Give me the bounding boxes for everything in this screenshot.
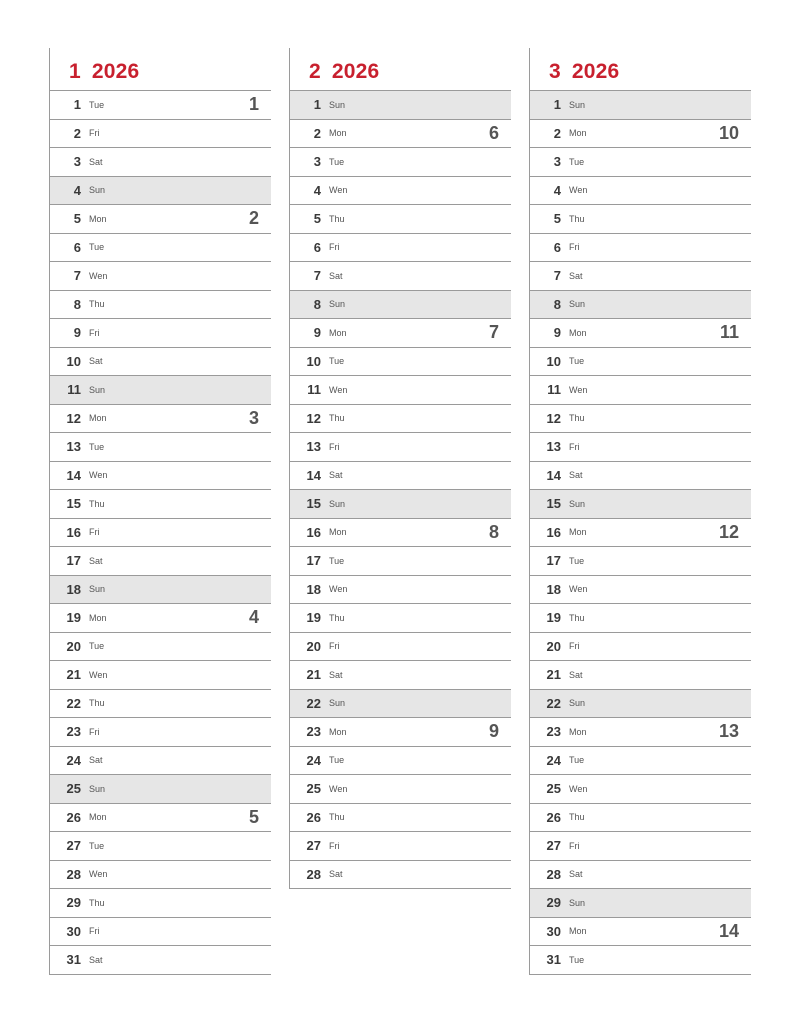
day-number: 2 (73, 125, 81, 141)
day-row (290, 661, 511, 690)
day-row (50, 519, 271, 548)
day-number: 25 (546, 781, 561, 797)
day-number: 20 (546, 638, 561, 654)
day-row (290, 690, 511, 719)
weekday-name: Sat (329, 270, 343, 281)
day-row (530, 177, 751, 206)
weekday-name: Fri (569, 840, 580, 851)
day-row (290, 547, 511, 576)
day-row (290, 120, 511, 149)
weekday-name: Tue (569, 555, 585, 566)
day-number: 24 (546, 752, 561, 768)
month-number: 2 (309, 60, 321, 83)
weekday-name: Tue (89, 840, 105, 851)
week-number: 14 (718, 920, 739, 941)
week-number: 11 (719, 322, 739, 342)
week-number: 1 (248, 94, 259, 114)
day-number: 18 (66, 581, 81, 597)
weekday-name: Sun (569, 897, 586, 908)
month-year: 2026 (571, 60, 620, 83)
day-number: 25 (66, 781, 81, 797)
day-number: 28 (66, 866, 81, 882)
weekday-name: Wen (329, 185, 348, 196)
day-number: 1 (73, 97, 81, 113)
day-row (290, 775, 511, 804)
day-row (50, 376, 271, 405)
day-number: 24 (306, 752, 321, 768)
weekday-name: Fri (89, 128, 100, 139)
day-number: 23 (306, 724, 321, 740)
week-number: 5 (248, 806, 259, 827)
day-row (530, 946, 751, 975)
weekday-name: Tue (329, 156, 345, 167)
day-row (50, 262, 271, 291)
day-number: 13 (306, 439, 321, 455)
day-number: 5 (73, 211, 81, 227)
day-row (50, 462, 271, 491)
day-number: 14 (66, 467, 81, 483)
day-number: 1 (553, 97, 561, 113)
weekday-name: Thu (329, 812, 345, 823)
day-row (50, 148, 271, 177)
weekday-name: Tue (569, 356, 585, 367)
day-row (290, 519, 511, 548)
day-number: 2 (313, 125, 321, 141)
day-row (530, 547, 751, 576)
day-row (530, 604, 751, 633)
weekday-name: Mon (569, 527, 587, 538)
day-row (530, 633, 751, 662)
day-row (530, 433, 751, 462)
day-row (290, 433, 511, 462)
week-number: 13 (718, 721, 739, 741)
day-number: 21 (546, 667, 561, 683)
day-row (50, 633, 271, 662)
day-number: 3 (553, 154, 561, 170)
day-number: 28 (306, 866, 321, 882)
day-row (50, 661, 271, 690)
day-number: 7 (553, 268, 561, 284)
day-number: 4 (73, 182, 81, 198)
weekday-name: Sun (89, 783, 106, 794)
day-row (50, 832, 271, 861)
weekday-name: Fri (329, 441, 340, 452)
day-row (50, 91, 271, 120)
day-row (530, 804, 751, 833)
weekday-name: Sat (329, 470, 343, 481)
weekday-name: Tue (89, 99, 105, 110)
day-row (50, 690, 271, 719)
weekday-name: Wen (89, 270, 108, 281)
week-number: 12 (718, 521, 739, 542)
month-header (530, 48, 751, 91)
day-row (530, 576, 751, 605)
weekday-name: Sat (569, 869, 583, 880)
weekday-name: Sun (329, 299, 346, 310)
weekday-name: Thu (329, 413, 345, 424)
day-row (530, 234, 751, 263)
day-row (290, 747, 511, 776)
day-row (50, 718, 271, 747)
weekday-name: Wen (569, 783, 588, 794)
day-row (530, 918, 751, 947)
day-row (50, 205, 271, 234)
day-row (290, 376, 511, 405)
day-row (530, 120, 751, 149)
day-number: 27 (66, 838, 81, 854)
month-number: 1 (69, 60, 81, 83)
day-row (530, 462, 751, 491)
weekday-name: Thu (89, 498, 105, 509)
week-number: 9 (488, 721, 499, 741)
day-number: 10 (66, 353, 81, 369)
month-column-3 (529, 48, 751, 975)
day-row (290, 633, 511, 662)
day-number: 11 (547, 382, 561, 398)
weekday-name: Mon (569, 926, 587, 937)
day-number: 20 (66, 638, 81, 654)
day-number: 8 (553, 296, 561, 312)
weekday-name: Mon (329, 726, 347, 737)
week-number: 4 (248, 607, 259, 627)
day-row (530, 747, 751, 776)
day-number: 7 (313, 268, 321, 284)
day-row (290, 462, 511, 491)
week-number: 3 (248, 407, 259, 428)
day-number: 10 (306, 353, 321, 369)
weekday-name: Mon (89, 812, 107, 823)
weekday-name: Sat (89, 356, 103, 367)
weekday-name: Wen (569, 384, 588, 395)
weekday-name: Sat (89, 954, 103, 965)
day-row (50, 747, 271, 776)
day-row (530, 291, 751, 320)
day-row (50, 234, 271, 263)
day-row (530, 376, 751, 405)
day-number: 26 (66, 809, 81, 825)
day-number: 5 (553, 211, 561, 227)
weekday-name: Tue (329, 555, 345, 566)
weekday-name: Tue (89, 641, 105, 652)
day-number: 19 (66, 610, 81, 626)
day-row (530, 91, 751, 120)
month-column-1 (49, 48, 271, 975)
day-number: 23 (546, 724, 561, 740)
day-number: 4 (313, 182, 321, 198)
week-number: 10 (718, 122, 739, 143)
day-row (290, 718, 511, 747)
day-row (50, 604, 271, 633)
weekday-name: Thu (569, 612, 585, 623)
day-number: 5 (313, 211, 321, 227)
week-number: 8 (488, 521, 499, 542)
day-row (290, 861, 511, 890)
month-header (50, 48, 271, 91)
weekday-name: Mon (329, 327, 347, 338)
day-number: 12 (306, 410, 321, 426)
day-row (290, 405, 511, 434)
weekday-name: Tue (329, 755, 345, 766)
day-number: 26 (546, 809, 561, 825)
day-number: 21 (306, 667, 321, 683)
weekday-name: Fri (89, 527, 100, 538)
weekday-name: Sat (329, 669, 343, 680)
day-row (530, 718, 751, 747)
day-number: 30 (546, 923, 561, 939)
day-number: 9 (313, 325, 321, 341)
day-number: 12 (546, 410, 561, 426)
day-row (50, 918, 271, 947)
day-number: 18 (306, 581, 321, 597)
weekday-name: Tue (89, 242, 105, 253)
weekday-name: Sun (569, 698, 586, 709)
weekday-name: Mon (89, 213, 107, 224)
day-row (290, 576, 511, 605)
day-row (290, 91, 511, 120)
day-row (50, 576, 271, 605)
weekday-name: Sun (89, 185, 106, 196)
day-number: 31 (546, 952, 561, 968)
day-row (530, 690, 751, 719)
weekday-name: Wen (89, 669, 108, 680)
day-row (50, 490, 271, 519)
weekday-name: Fri (89, 926, 100, 937)
day-row (50, 120, 271, 149)
day-row (530, 490, 751, 519)
weekday-name: Thu (89, 299, 105, 310)
day-row (50, 889, 271, 918)
day-number: 29 (66, 895, 81, 911)
weekday-name: Sat (89, 156, 103, 167)
day-row (50, 177, 271, 206)
day-number: 19 (546, 610, 561, 626)
day-row (290, 604, 511, 633)
day-number: 15 (306, 496, 321, 512)
day-row (530, 319, 751, 348)
day-row (290, 319, 511, 348)
day-number: 28 (546, 866, 561, 882)
day-number: 15 (546, 496, 561, 512)
weekday-name: Sat (89, 755, 103, 766)
weekday-name: Fri (329, 641, 340, 652)
day-row (50, 433, 271, 462)
day-row (50, 804, 271, 833)
weekday-name: Wen (329, 783, 348, 794)
day-number: 13 (546, 439, 561, 455)
day-row (530, 775, 751, 804)
day-number: 25 (306, 781, 321, 797)
day-row (50, 319, 271, 348)
weekday-name: Mon (569, 726, 587, 737)
week-number: 7 (488, 322, 499, 342)
day-row (50, 547, 271, 576)
day-row (290, 348, 511, 377)
day-number: 29 (546, 895, 561, 911)
day-number: 11 (67, 382, 81, 398)
day-row (530, 348, 751, 377)
day-number: 20 (306, 638, 321, 654)
weekday-name: Mon (89, 612, 107, 623)
day-number: 26 (306, 809, 321, 825)
weekday-name: Sat (329, 869, 343, 880)
weekday-name: Tue (569, 755, 585, 766)
weekday-name: Sun (569, 99, 586, 110)
day-number: 14 (546, 467, 561, 483)
weekday-name: Sat (569, 270, 583, 281)
day-number: 27 (546, 838, 561, 854)
day-number: 17 (306, 553, 321, 569)
month-column-2 (289, 48, 511, 889)
day-number: 8 (73, 296, 81, 312)
day-number: 6 (73, 239, 81, 255)
weekday-name: Sun (329, 99, 346, 110)
weekday-name: Fri (569, 441, 580, 452)
day-number: 27 (306, 838, 321, 854)
day-number: 17 (546, 553, 561, 569)
weekday-name: Thu (569, 812, 585, 823)
weekday-name: Wen (89, 869, 108, 880)
weekday-name: Wen (569, 584, 588, 595)
day-number: 8 (313, 296, 321, 312)
day-row (290, 490, 511, 519)
day-row (50, 946, 271, 975)
day-row (290, 205, 511, 234)
day-number: 2 (553, 125, 561, 141)
weekday-name: Wen (569, 185, 588, 196)
weekday-name: Mon (329, 128, 347, 139)
day-row (50, 291, 271, 320)
day-number: 15 (66, 496, 81, 512)
day-number: 3 (313, 154, 321, 170)
day-number: 23 (66, 724, 81, 740)
weekday-name: Thu (329, 612, 345, 623)
day-number: 31 (66, 952, 81, 968)
day-number: 6 (313, 239, 321, 255)
day-row (530, 832, 751, 861)
month-year: 2026 (331, 60, 380, 83)
day-row (530, 861, 751, 890)
day-number: 13 (66, 439, 81, 455)
week-number: 6 (488, 122, 499, 143)
weekday-name: Fri (329, 840, 340, 851)
day-row (530, 262, 751, 291)
day-number: 3 (73, 154, 81, 170)
weekday-name: Thu (569, 213, 585, 224)
weekday-name: Thu (569, 413, 585, 424)
day-row (50, 775, 271, 804)
day-row (530, 889, 751, 918)
weekday-name: Fri (569, 641, 580, 652)
weekday-name: Sun (89, 584, 106, 595)
day-number: 12 (66, 410, 81, 426)
weekday-name: Thu (89, 698, 105, 709)
day-number: 22 (306, 695, 321, 711)
month-year: 2026 (91, 60, 140, 83)
day-row (530, 205, 751, 234)
day-number: 24 (66, 752, 81, 768)
week-number: 2 (248, 208, 259, 228)
weekday-name: Fri (89, 327, 100, 338)
day-number: 10 (546, 353, 561, 369)
weekday-name: Sat (569, 669, 583, 680)
weekday-name: Tue (569, 156, 585, 167)
weekday-name: Thu (89, 897, 105, 908)
day-row (530, 661, 751, 690)
day-row (50, 405, 271, 434)
weekday-name: Sun (329, 698, 346, 709)
weekday-name: Mon (329, 527, 347, 538)
day-number: 11 (307, 382, 321, 398)
weekday-name: Tue (89, 441, 105, 452)
day-number: 14 (306, 467, 321, 483)
day-number: 7 (73, 268, 81, 284)
day-number: 16 (546, 524, 561, 540)
day-row (290, 832, 511, 861)
day-number: 4 (553, 182, 561, 198)
weekday-name: Wen (329, 584, 348, 595)
weekday-name: Sun (89, 384, 106, 395)
weekday-name: Wen (329, 384, 348, 395)
day-number: 18 (546, 581, 561, 597)
day-number: 30 (66, 923, 81, 939)
weekday-name: Tue (569, 954, 585, 965)
day-number: 1 (313, 97, 321, 113)
day-number: 19 (306, 610, 321, 626)
day-number: 21 (66, 667, 81, 683)
weekday-name: Tue (329, 356, 345, 367)
day-row (290, 148, 511, 177)
weekday-name: Wen (89, 470, 108, 481)
weekday-name: Sat (89, 555, 103, 566)
day-number: 9 (553, 325, 561, 341)
day-row (530, 148, 751, 177)
day-row (290, 262, 511, 291)
day-row (290, 177, 511, 206)
day-row (290, 234, 511, 263)
day-row (530, 519, 751, 548)
day-row (50, 348, 271, 377)
day-number: 9 (73, 325, 81, 341)
day-number: 16 (306, 524, 321, 540)
weekday-name: Sun (569, 299, 586, 310)
day-number: 6 (553, 239, 561, 255)
day-row (290, 804, 511, 833)
weekday-name: Fri (569, 242, 580, 253)
weekday-name: Sun (569, 498, 586, 509)
weekday-name: Mon (569, 128, 587, 139)
day-row (530, 405, 751, 434)
weekday-name: Mon (569, 327, 587, 338)
weekday-name: Mon (89, 413, 107, 424)
day-row (290, 291, 511, 320)
weekday-name: Thu (329, 213, 345, 224)
day-number: 22 (546, 695, 561, 711)
weekday-name: Sun (329, 498, 346, 509)
weekday-name: Fri (329, 242, 340, 253)
weekday-name: Fri (89, 726, 100, 737)
weekday-name: Sat (569, 470, 583, 481)
day-number: 17 (66, 553, 81, 569)
day-number: 22 (66, 695, 81, 711)
month-header (290, 48, 511, 91)
day-row (50, 861, 271, 890)
day-number: 16 (66, 524, 81, 540)
month-number: 3 (549, 60, 561, 83)
